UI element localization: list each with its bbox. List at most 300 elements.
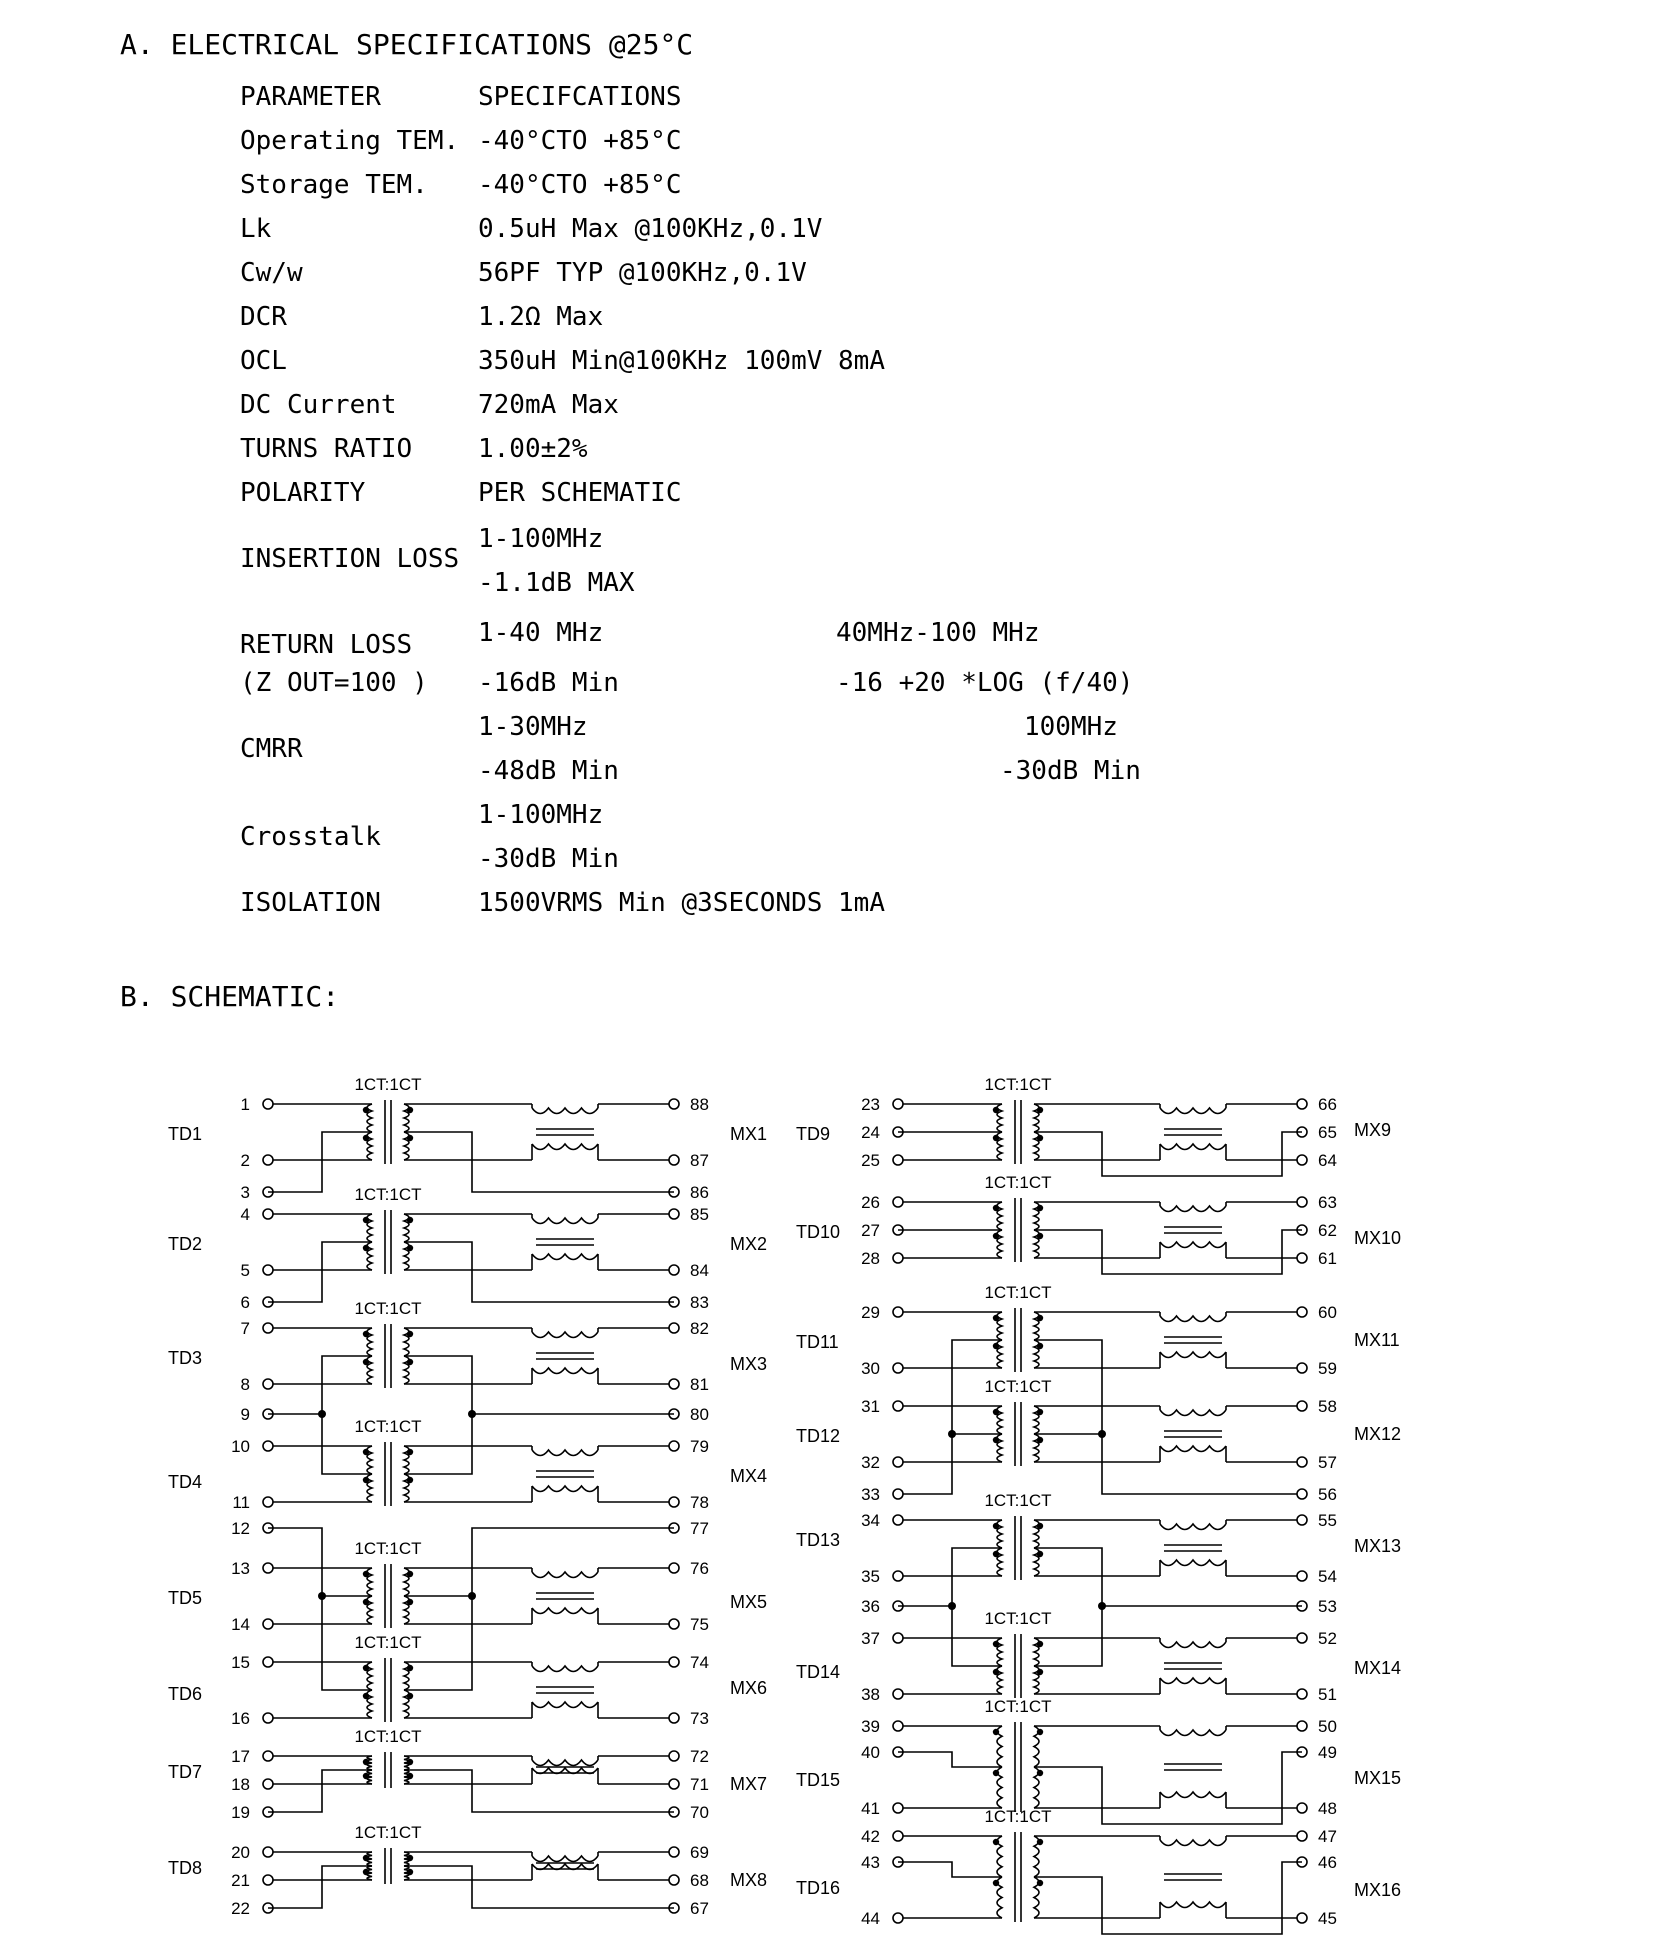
- pin-number: 75: [690, 1615, 709, 1634]
- polarity-dot: [1037, 1641, 1043, 1647]
- polarity-dot: [1037, 1669, 1043, 1675]
- ratio-label: 1CT:1CT: [984, 1075, 1052, 1094]
- choke-winding: [532, 1608, 598, 1614]
- polarity-dot: [407, 1693, 413, 1699]
- polarity-dot: [363, 1693, 369, 1699]
- pin-number: 23: [861, 1095, 880, 1114]
- pin-number: 46: [1318, 1853, 1337, 1872]
- polarity-dot: [993, 1343, 999, 1349]
- polarity-dot: [407, 1449, 413, 1455]
- choke-winding: [1160, 1206, 1226, 1212]
- pin-number: 16: [231, 1709, 250, 1728]
- section-a-title: A. ELECTRICAL SPECIFICATIONS @25°C: [120, 28, 694, 61]
- pin-terminal: [893, 1831, 903, 1841]
- polarity-dot: [407, 1245, 413, 1251]
- choke-winding: [1160, 1730, 1226, 1736]
- row-spec: -40°CTO +85°C: [478, 126, 682, 156]
- polarity-dot: [993, 1770, 999, 1776]
- pin-number: 65: [1318, 1123, 1337, 1142]
- pin-terminal: [1297, 1307, 1307, 1317]
- choke-winding: [1160, 1840, 1226, 1846]
- mx-label: MX6: [730, 1678, 768, 1698]
- choke-winding: [1160, 1410, 1226, 1416]
- crosstalk-param: Crosstalk: [240, 822, 381, 852]
- cmrr-freq1: 1-30MHz: [478, 712, 588, 742]
- pin-number: 39: [861, 1717, 880, 1736]
- pin-number: 72: [690, 1747, 709, 1766]
- td-label: TD6: [168, 1684, 203, 1704]
- cmrr-value1: -48dB Min: [478, 756, 619, 786]
- choke-winding: [532, 1332, 598, 1338]
- pin-number: 88: [690, 1095, 709, 1114]
- pin-terminal: [263, 1323, 273, 1333]
- pin-number: 5: [240, 1261, 250, 1280]
- polarity-dot: [407, 1477, 413, 1483]
- polarity-dot: [407, 1217, 413, 1223]
- polarity-dot: [993, 1729, 999, 1735]
- polarity-dot: [1037, 1343, 1043, 1349]
- polarity-dot: [1037, 1523, 1043, 1529]
- mx-label: MX16: [1354, 1880, 1402, 1900]
- choke-winding: [1160, 1352, 1226, 1358]
- pin-terminal: [263, 1847, 273, 1857]
- wire: [952, 1548, 1002, 1666]
- mx-label: MX4: [730, 1466, 768, 1486]
- polarity-dot: [1037, 1409, 1043, 1415]
- ratio-label: 1CT:1CT: [354, 1417, 422, 1436]
- pin-number: 8: [240, 1375, 250, 1394]
- pin-terminal: [893, 1363, 903, 1373]
- polarity-dot: [993, 1315, 999, 1321]
- choke-winding: [1160, 1242, 1226, 1248]
- mx-label: MX11: [1354, 1330, 1400, 1350]
- pin-terminal: [669, 1155, 679, 1165]
- pin-number: 4: [240, 1205, 250, 1224]
- pin-terminal: [669, 1379, 679, 1389]
- td-label: TD16: [796, 1878, 841, 1898]
- pin-terminal: [669, 1713, 679, 1723]
- td-label: TD5: [168, 1588, 203, 1608]
- wire: [1034, 1132, 1302, 1176]
- pin-terminal: [893, 1197, 903, 1207]
- cmrr-value2: -30dB Min: [1000, 756, 1141, 786]
- wire: [404, 1770, 674, 1812]
- polarity-dot: [1037, 1107, 1043, 1113]
- return-loss-param: RETURN LOSS: [240, 630, 413, 660]
- polarity-dot: [1037, 1315, 1043, 1321]
- choke-winding: [532, 1368, 598, 1374]
- pin-number: 81: [690, 1375, 709, 1394]
- polarity-dot: [363, 1869, 369, 1875]
- row-spec: 1.00±2%: [478, 434, 588, 464]
- wire: [404, 1356, 472, 1474]
- td-label: TD4: [168, 1472, 203, 1492]
- row-param: Storage TEM.: [240, 170, 428, 200]
- polarity-dot: [1037, 1770, 1043, 1776]
- pin-number: 55: [1318, 1511, 1337, 1530]
- choke-winding: [1160, 1316, 1226, 1322]
- polarity-dot: [407, 1773, 413, 1779]
- schematic-diagram: [0, 1040, 1654, 1945]
- wire: [1034, 1752, 1302, 1824]
- pin-number: 71: [690, 1775, 709, 1794]
- pin-terminal: [893, 1803, 903, 1813]
- junction-dot: [948, 1602, 956, 1610]
- wire: [268, 1242, 372, 1302]
- polarity-dot: [1037, 1551, 1043, 1557]
- pin-number: 9: [240, 1405, 250, 1424]
- ratio-label: 1CT:1CT: [354, 1185, 422, 1204]
- ratio-label: 1CT:1CT: [984, 1697, 1052, 1716]
- ratio-label: 1CT:1CT: [984, 1377, 1052, 1396]
- cmrr-param: CMRR: [240, 734, 303, 764]
- pin-terminal: [893, 1633, 903, 1643]
- pin-number: 6: [240, 1293, 250, 1312]
- polarity-dot: [407, 1359, 413, 1365]
- pin-terminal: [1297, 1457, 1307, 1467]
- polarity-dot: [1037, 1135, 1043, 1141]
- choke-winding: [532, 1856, 598, 1862]
- td-label: TD8: [168, 1858, 203, 1878]
- polarity-dot: [363, 1331, 369, 1337]
- td-label: TD10: [796, 1222, 841, 1242]
- pin-terminal: [1297, 1489, 1307, 1499]
- wire: [322, 1356, 372, 1474]
- choke-winding: [1160, 1446, 1226, 1452]
- polarity-dot: [993, 1669, 999, 1675]
- pin-number: 63: [1318, 1193, 1337, 1212]
- return-loss-value1: -16dB Min: [478, 668, 619, 698]
- choke-winding: [1160, 1144, 1226, 1150]
- pin-number: 1: [240, 1095, 250, 1114]
- pin-number: 54: [1318, 1567, 1337, 1586]
- choke-winding: [532, 1144, 598, 1150]
- choke-winding: [532, 1760, 598, 1766]
- pin-terminal: [1297, 1571, 1307, 1581]
- pin-terminal: [263, 1563, 273, 1573]
- pin-number: 32: [861, 1453, 880, 1472]
- insertion-loss-freq: 1-100MHz: [478, 524, 604, 554]
- pin-number: 17: [231, 1747, 250, 1766]
- pin-number: 18: [231, 1775, 250, 1794]
- pin-terminal: [1297, 1363, 1307, 1373]
- ratio-label: 1CT:1CT: [354, 1633, 422, 1652]
- row-spec: PER SCHEMATIC: [478, 478, 682, 508]
- pin-terminal: [669, 1497, 679, 1507]
- section-b-title: B. SCHEMATIC:: [120, 980, 340, 1013]
- polarity-dot: [1037, 1437, 1043, 1443]
- pin-number: 61: [1318, 1249, 1337, 1268]
- polarity-dot: [993, 1233, 999, 1239]
- polarity-dot: [1037, 1205, 1043, 1211]
- pin-number: 62: [1318, 1221, 1337, 1240]
- pin-number: 84: [690, 1261, 709, 1280]
- polarity-dot: [407, 1135, 413, 1141]
- pin-terminal: [1297, 1721, 1307, 1731]
- pin-terminal: [263, 1441, 273, 1451]
- pin-number: 19: [231, 1803, 250, 1822]
- ratio-label: 1CT:1CT: [354, 1539, 422, 1558]
- pin-number: 35: [861, 1567, 880, 1586]
- choke-winding: [532, 1572, 598, 1578]
- row-spec: 0.5uH Max @100KHz,0.1V: [478, 214, 823, 244]
- pin-number: 42: [861, 1827, 880, 1846]
- pin-number: 21: [231, 1871, 250, 1890]
- header-specifications: SPECIFCATIONS: [478, 82, 682, 112]
- mx-label: MX1: [730, 1124, 768, 1144]
- pin-number: 45: [1318, 1909, 1337, 1928]
- pin-terminal: [893, 1457, 903, 1467]
- pin-number: 37: [861, 1629, 880, 1648]
- pin-number: 86: [690, 1183, 709, 1202]
- insertion-loss-param: INSERTION LOSS: [240, 544, 460, 574]
- pin-terminal: [893, 1571, 903, 1581]
- polarity-dot: [363, 1477, 369, 1483]
- polarity-dot: [407, 1759, 413, 1765]
- polarity-dot: [993, 1641, 999, 1647]
- pin-terminal: [669, 1563, 679, 1573]
- junction-dot: [318, 1410, 326, 1418]
- header-parameter: PARAMETER: [240, 82, 381, 112]
- pin-number: 15: [231, 1653, 250, 1672]
- return-loss-value2: -16 +20 *LOG (f/40): [836, 668, 1134, 698]
- pin-number: 38: [861, 1685, 880, 1704]
- polarity-dot: [993, 1135, 999, 1141]
- pin-number: 12: [231, 1519, 250, 1538]
- wire: [898, 1340, 1002, 1494]
- polarity-dot: [407, 1665, 413, 1671]
- pin-terminal: [893, 1689, 903, 1699]
- pin-terminal: [893, 1401, 903, 1411]
- row-spec: -40°CTO +85°C: [478, 170, 682, 200]
- ratio-label: 1CT:1CT: [354, 1075, 422, 1094]
- pin-number: 76: [690, 1559, 709, 1578]
- mx-label: MX12: [1354, 1424, 1402, 1444]
- choke-winding: [1160, 1902, 1226, 1908]
- polarity-dot: [407, 1331, 413, 1337]
- choke-winding: [1160, 1678, 1226, 1684]
- pin-number: 44: [861, 1909, 880, 1928]
- pin-terminal: [669, 1099, 679, 1109]
- polarity-dot: [993, 1551, 999, 1557]
- td-label: TD12: [796, 1426, 841, 1446]
- isolation-param: ISOLATION: [240, 888, 381, 918]
- polarity-dot: [1037, 1233, 1043, 1239]
- ratio-label: 1CT:1CT: [984, 1491, 1052, 1510]
- mx-label: MX7: [730, 1774, 768, 1794]
- row-spec: 56PF TYP @100KHz,0.1V: [478, 258, 807, 288]
- pin-number: 43: [861, 1853, 880, 1872]
- td-label: TD7: [168, 1762, 203, 1782]
- polarity-dot: [993, 1839, 999, 1845]
- pin-number: 77: [690, 1519, 709, 1538]
- pin-terminal: [669, 1209, 679, 1219]
- choke-winding: [1160, 1792, 1226, 1798]
- pin-number: 22: [231, 1899, 250, 1918]
- pin-terminal: [263, 1209, 273, 1219]
- mx-label: MX3: [730, 1354, 768, 1374]
- choke-winding: [1160, 1108, 1226, 1114]
- pin-number: 52: [1318, 1629, 1337, 1648]
- choke-winding: [532, 1666, 598, 1672]
- pin-terminal: [1297, 1253, 1307, 1263]
- choke-winding: [532, 1702, 598, 1708]
- mx-label: MX9: [1354, 1120, 1392, 1140]
- ratio-label: 1CT:1CT: [354, 1299, 422, 1318]
- pin-number: 60: [1318, 1303, 1337, 1322]
- polarity-dot: [363, 1855, 369, 1861]
- polarity-dot: [363, 1359, 369, 1365]
- choke-winding: [1160, 1524, 1226, 1530]
- row-param: DCR: [240, 302, 287, 332]
- pin-terminal: [263, 1497, 273, 1507]
- pin-number: 48: [1318, 1799, 1337, 1818]
- pin-terminal: [263, 1099, 273, 1109]
- wire: [1034, 1340, 1302, 1494]
- polarity-dot: [407, 1599, 413, 1605]
- pin-terminal: [263, 1779, 273, 1789]
- pin-number: 50: [1318, 1717, 1337, 1736]
- wire: [404, 1866, 674, 1908]
- pin-terminal: [893, 1155, 903, 1165]
- pin-number: 33: [861, 1485, 880, 1504]
- td-label: TD14: [796, 1662, 841, 1682]
- pin-number: 87: [690, 1151, 709, 1170]
- pin-terminal: [893, 1721, 903, 1731]
- mx-label: MX14: [1354, 1658, 1402, 1678]
- ratio-label: 1CT:1CT: [984, 1609, 1052, 1628]
- polarity-dot: [993, 1523, 999, 1529]
- polarity-dot: [407, 1107, 413, 1113]
- ratio-label: 1CT:1CT: [354, 1823, 422, 1842]
- pin-terminal: [669, 1875, 679, 1885]
- pin-terminal: [669, 1323, 679, 1333]
- choke-winding: [532, 1108, 598, 1114]
- pin-terminal: [1297, 1689, 1307, 1699]
- pin-terminal: [1297, 1155, 1307, 1165]
- pin-number: 69: [690, 1843, 709, 1862]
- pin-terminal: [669, 1441, 679, 1451]
- polarity-dot: [993, 1107, 999, 1113]
- pin-number: 66: [1318, 1095, 1337, 1114]
- pin-number: 26: [861, 1193, 880, 1212]
- pin-terminal: [893, 1253, 903, 1263]
- pin-number: 29: [861, 1303, 880, 1322]
- pin-number: 40: [861, 1743, 880, 1762]
- pin-number: 85: [690, 1205, 709, 1224]
- pin-number: 70: [690, 1803, 709, 1822]
- td-label: TD2: [168, 1234, 203, 1254]
- polarity-dot: [363, 1107, 369, 1113]
- pin-number: 41: [861, 1799, 880, 1818]
- td-label: TD1: [168, 1124, 203, 1144]
- td-label: TD3: [168, 1348, 203, 1368]
- pin-number: 73: [690, 1709, 709, 1728]
- pin-terminal: [893, 1515, 903, 1525]
- pin-terminal: [1297, 1831, 1307, 1841]
- pin-number: 49: [1318, 1743, 1337, 1762]
- junction-dot: [1098, 1430, 1106, 1438]
- pin-terminal: [263, 1713, 273, 1723]
- mx-label: MX8: [730, 1870, 768, 1890]
- pin-terminal: [669, 1265, 679, 1275]
- pin-number: 59: [1318, 1359, 1337, 1378]
- wire: [1034, 1862, 1302, 1934]
- pin-terminal: [263, 1379, 273, 1389]
- polarity-dot: [363, 1245, 369, 1251]
- polarity-dot: [363, 1665, 369, 1671]
- pin-number: 20: [231, 1843, 250, 1862]
- pin-number: 78: [690, 1493, 709, 1512]
- pin-number: 79: [690, 1437, 709, 1456]
- row-param: Cw/w: [240, 258, 303, 288]
- wire: [1034, 1548, 1102, 1666]
- cmrr-freq2: 100MHz: [1024, 712, 1118, 742]
- ratio-label: 1CT:1CT: [984, 1283, 1052, 1302]
- polarity-dot: [993, 1409, 999, 1415]
- polarity-dot: [363, 1773, 369, 1779]
- choke-winding: [532, 1218, 598, 1224]
- choke-winding: [532, 1450, 598, 1456]
- row-param: DC Current: [240, 390, 397, 420]
- polarity-dot: [993, 1880, 999, 1886]
- polarity-dot: [1037, 1729, 1043, 1735]
- junction-dot: [1098, 1602, 1106, 1610]
- pin-terminal: [263, 1619, 273, 1629]
- pin-number: 25: [861, 1151, 880, 1170]
- junction-dot: [468, 1592, 476, 1600]
- ratio-label: 1CT:1CT: [984, 1173, 1052, 1192]
- pin-number: 10: [231, 1437, 250, 1456]
- pin-number: 11: [232, 1493, 250, 1512]
- pin-number: 36: [861, 1597, 880, 1616]
- pin-terminal: [669, 1779, 679, 1789]
- polarity-dot: [993, 1205, 999, 1211]
- pin-number: 47: [1318, 1827, 1337, 1846]
- choke-winding: [532, 1254, 598, 1260]
- crosstalk-freq: 1-100MHz: [478, 800, 604, 830]
- pin-number: 68: [690, 1871, 709, 1890]
- pin-terminal: [893, 1489, 903, 1499]
- pin-number: 74: [690, 1653, 709, 1672]
- row-spec: 350uH Min@100KHz 100mV 8mA: [478, 346, 885, 376]
- junction-dot: [468, 1410, 476, 1418]
- td-label: TD15: [796, 1770, 841, 1790]
- pin-terminal: [1297, 1913, 1307, 1923]
- wire: [268, 1770, 372, 1812]
- pin-terminal: [263, 1265, 273, 1275]
- row-spec: 720mA Max: [478, 390, 619, 420]
- wire: [404, 1242, 674, 1302]
- polarity-dot: [363, 1571, 369, 1577]
- wire: [898, 1752, 1002, 1767]
- td-label: TD11: [796, 1332, 839, 1352]
- pin-terminal: [1297, 1197, 1307, 1207]
- junction-dot: [318, 1592, 326, 1600]
- pin-terminal: [1297, 1099, 1307, 1109]
- mx-label: MX5: [730, 1592, 768, 1612]
- pin-number: 80: [690, 1405, 709, 1424]
- pin-terminal: [263, 1155, 273, 1165]
- pin-terminal: [263, 1657, 273, 1667]
- row-param: TURNS RATIO: [240, 434, 413, 464]
- polarity-dot: [363, 1135, 369, 1141]
- pin-number: 57: [1318, 1453, 1337, 1472]
- pin-number: 13: [231, 1559, 250, 1578]
- td-label: TD13: [796, 1530, 841, 1550]
- pin-number: 27: [861, 1221, 880, 1240]
- wire: [898, 1862, 1002, 1877]
